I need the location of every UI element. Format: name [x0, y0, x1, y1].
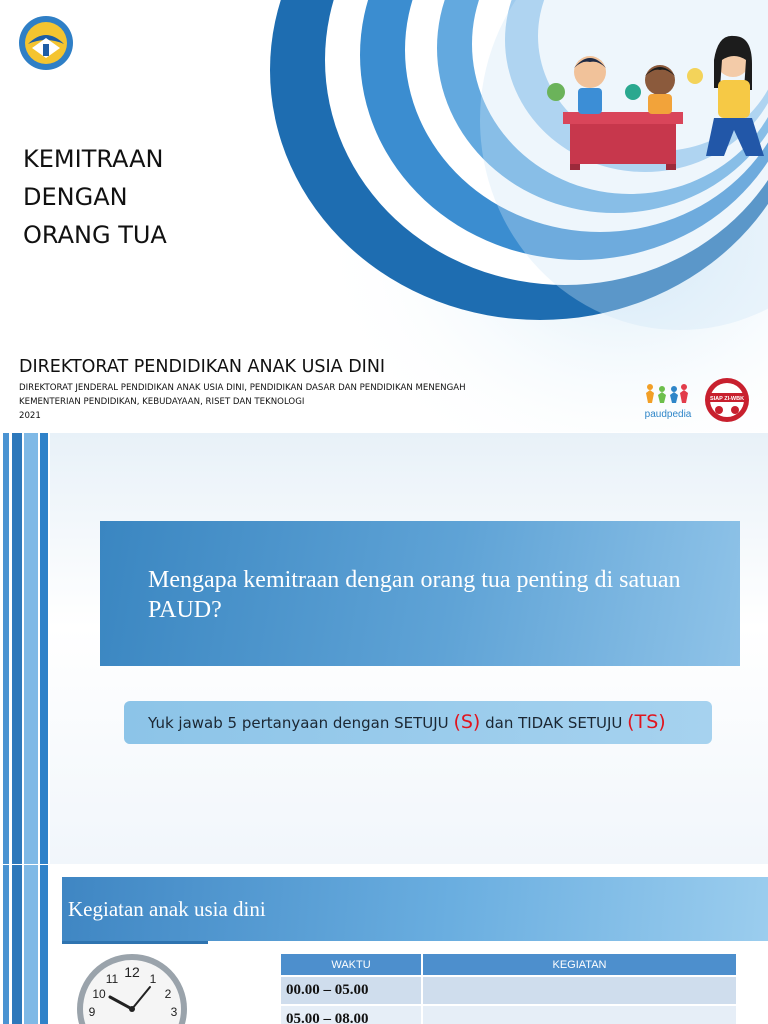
- time-cell: 00.00 – 05.00: [281, 977, 421, 1004]
- clock-number: 9: [88, 1005, 96, 1019]
- answer-instruction-banner: [124, 701, 712, 744]
- time-cell: 05.00 – 08.00: [281, 1006, 421, 1024]
- question-slide: [0, 433, 768, 864]
- children-puppet-illustration: [538, 30, 768, 170]
- activities-slide: [0, 865, 768, 1024]
- table-row: [281, 1006, 736, 1024]
- paudpedia-logo: [638, 381, 698, 421]
- column-header-time: WAKTU: [281, 954, 421, 975]
- vertical-stripe-decoration: [0, 865, 50, 1024]
- siap-zi-wbk-logo: [703, 377, 751, 423]
- clock-number: 1: [149, 972, 157, 986]
- disagree-abbreviation: (TS): [627, 711, 666, 733]
- slide-title: [23, 140, 167, 254]
- title-line: ORANG TUA: [23, 221, 167, 249]
- tut-wuri-handayani-logo: [18, 14, 74, 72]
- section-header-title: Kegiatan anak usia dini: [68, 897, 266, 921]
- answer-prefix: Yuk jawab 5 pertanyaan dengan SETUJU: [148, 714, 449, 732]
- answer-middle: dan TIDAK SETUJU: [485, 714, 623, 732]
- directorate-name: DIREKTORAT PENDIDIKAN ANAK USIA DINI: [19, 357, 386, 377]
- vertical-stripe-decoration: [0, 433, 50, 864]
- year-line: 2021: [19, 411, 41, 421]
- clock-number: 10: [92, 987, 106, 1001]
- siap-label: SIAP ZI-WBK: [709, 396, 745, 402]
- activity-cell: [423, 1006, 736, 1024]
- table-row: [281, 977, 736, 1004]
- column-header-activity: KEGIATAN: [423, 954, 736, 975]
- clock-number: 3: [170, 1005, 178, 1019]
- title-line: DENGAN: [23, 183, 128, 211]
- directorate-general-line: DIREKTORAT JENDERAL PENDIDIKAN ANAK USIA DINI, PENDIDIKAN DASAR DAN PENDIDIKAN MENENGAH: [19, 383, 466, 393]
- title-line: KEMITRAAN: [23, 145, 164, 173]
- section-header: [62, 877, 768, 941]
- activity-schedule-table: [279, 952, 738, 1024]
- table-header-row: [281, 954, 736, 975]
- activity-cell: [423, 977, 736, 1004]
- wall-clock-icon: [76, 953, 188, 1024]
- title-slide: [0, 0, 768, 432]
- paudpedia-label: paudpedia: [644, 409, 692, 420]
- agree-abbreviation: (S): [453, 711, 481, 733]
- ministry-line: KEMENTERIAN PENDIDIKAN, KEBUDAYAAN, RISET DAN TEKNOLOGI: [19, 397, 305, 407]
- clock-number: 12: [124, 964, 140, 980]
- clock-number: 2: [164, 987, 172, 1001]
- header-underline: [62, 941, 208, 944]
- question-box: [100, 521, 740, 666]
- question-text: Mengapa kemitraan dengan orang tua penting di satuan PAUD?: [148, 567, 681, 623]
- clock-number: 11: [105, 972, 119, 986]
- answer-instruction-text: [148, 711, 666, 733]
